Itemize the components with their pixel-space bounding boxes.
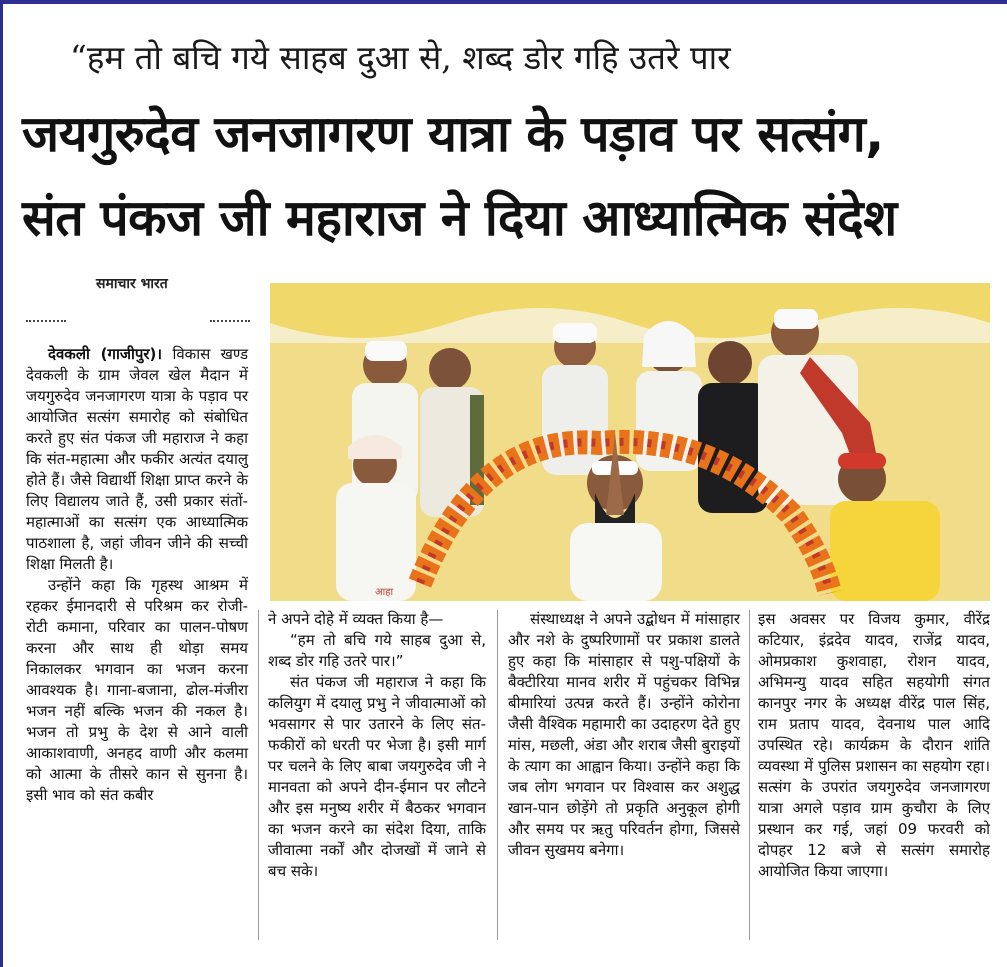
event-photo-illustration — [270, 283, 990, 601]
article-column-3 — [508, 609, 740, 861]
banner-text: आहा — [375, 587, 394, 598]
article-column-1 — [26, 344, 248, 806]
article-paragraph: इस अवसर पर विजय कुमार, वीरेंद्र कटियार, इंद्रदेव यादव, राजेंद्र यादव, ओमप्रकाश कुशवाहा, रोशन यादव, अभिमन्यु यादव सहित सहयोगी संगत कानपुर नगर के अध्यक्ष वीरेंद्र पाल सिंह, राम प्रताप यादव, देवनाथ पाल आदि उपस्थित रहे। कार्यक्रम के दौरान शांति व्यवस्था में पुलिस प्रशासन का सहयोग रहा। सत्संग के उपरांत जयगुरुदेव जनजागरण यात्रा अगले पड़ाव ग्राम कुचौरा के लिए प्रस्थान कर गई, जहां 09 फरवरी को दोपहर 12 बजे से सत्संग समारोह आयोजित किया जाएगा। — [758, 610, 990, 880]
article-quote: “हम तो बचि गये साहब दुआ से, शब्द डोर गहि उतरे पार।” — [268, 631, 486, 670]
column-rule-3 — [749, 610, 750, 940]
article-paragraph: उन्होंने कहा कि गृहस्थ आश्रम में रहकर ईमानदारी से परिश्रम कर रोजी-रोटी कमाना, परिवार का पालन-पोषण करना और साथ ही थोड़ा समय निकालकर भगवान का भजन करना आवश्यक है। गाना-बजाना, ढोल-मंजीरा भजन नहीं बल्कि भजन की नकल है। भजन तो प्रभु के देश से आने वाली आकाशवाणी, अनहद वाणी और कलमा को आत्मा के तीसरे कान से सुनना है। इसी भाव को संत कबीर — [26, 576, 248, 804]
headline-line-2: संत पंकज जी महाराज ने दिया आध्यात्मिक संदेश — [22, 189, 897, 247]
headline-line-1: जयगुरुदेव जनजागरण यात्रा के पड़ाव पर सत्संग, — [22, 105, 884, 163]
column-rule-2 — [497, 610, 498, 940]
article-paragraph: ने अपने दोहे में व्यक्त किया है— — [268, 610, 444, 628]
byline-divider-right — [210, 320, 250, 322]
byline: समाचार भारत — [96, 276, 168, 292]
column-rule-1 — [258, 610, 259, 940]
byline-divider-left — [26, 320, 66, 322]
kicker-quote: “हम तो बचि गये साहब दुआ से, शब्द डोर गहि उतरे पार — [70, 38, 731, 77]
left-border — [0, 0, 3, 967]
article-paragraph: संत पंकज जी महाराज ने कहा कि कलियुग में दयालु प्रभु ने जीवात्माओं को भवसागर से पार उतारने के लिए संत-फकीरों को धरती पर भेजा है। इसी मार्ग पर चलने के लिए बाबा जयगुरुदेव जी ने मानवता को अपने दीन-ईमान पर लौटने और इस मनुष्य शरीर में बैठकर भगवान का भजन करने का संदेश दिया, ताकि जीवात्मा नर्कों और दोजखों में जाने से बच सके। — [268, 673, 486, 880]
article-column-2 — [268, 609, 486, 882]
article-paragraph: संस्थाध्यक्ष ने अपने उद्बोधन में मांसाहार और नशे के दुष्परिणामों पर प्रकाश डालते हुए कहा कि मांसाहार से पशु-पक्षियों के बैक्टीरिया मानव शरीर में पहुंचकर विभिन्न बीमारियां उत्पन्न करते हैं। उन्होंने कोरोना जैसी वैश्विक महामारी का उदाहरण देते हुए मांस, मछली, अंडा और शराब जैसी बुराइयों के त्याग का आह्वान किया। उन्होंने कहा कि जब लोग भगवान पर विश्वास कर अशुद्ध खान-पान छोड़ेंगे तो प्रकृति अनुकूल होगी और समय पर ऋतु परिवर्तन होगा, जिससे जीवन सुखमय बनेगा। — [508, 610, 741, 859]
article-paragraph: विकास खण्ड देवकली के ग्राम जेवल खेल मैदान में जयगुरुदेव जनजागरण यात्रा के पड़ाव पर आयोजित सत्संग समारोह को संबोधित करते हुए संत पंकज जी महाराज ने कहा कि संत-महात्मा और फकीर अत्यंत दयालु होते हैं। जैसे विद्यार्थी शिक्षा प्राप्त करने के लिए विद्यालय जाते हैं, उसी प्रकार संतों-महात्माओं का सत्संग एक आध्यात्मिक पाठशाला है, जहां जीवन जीने की सच्ची शिक्षा मिलती है। — [26, 345, 248, 573]
article-column-4 — [758, 609, 990, 882]
dateline: देवकली (गाजीपुर)। — [48, 345, 163, 363]
event-photo — [270, 283, 990, 601]
top-border — [0, 0, 1007, 4]
